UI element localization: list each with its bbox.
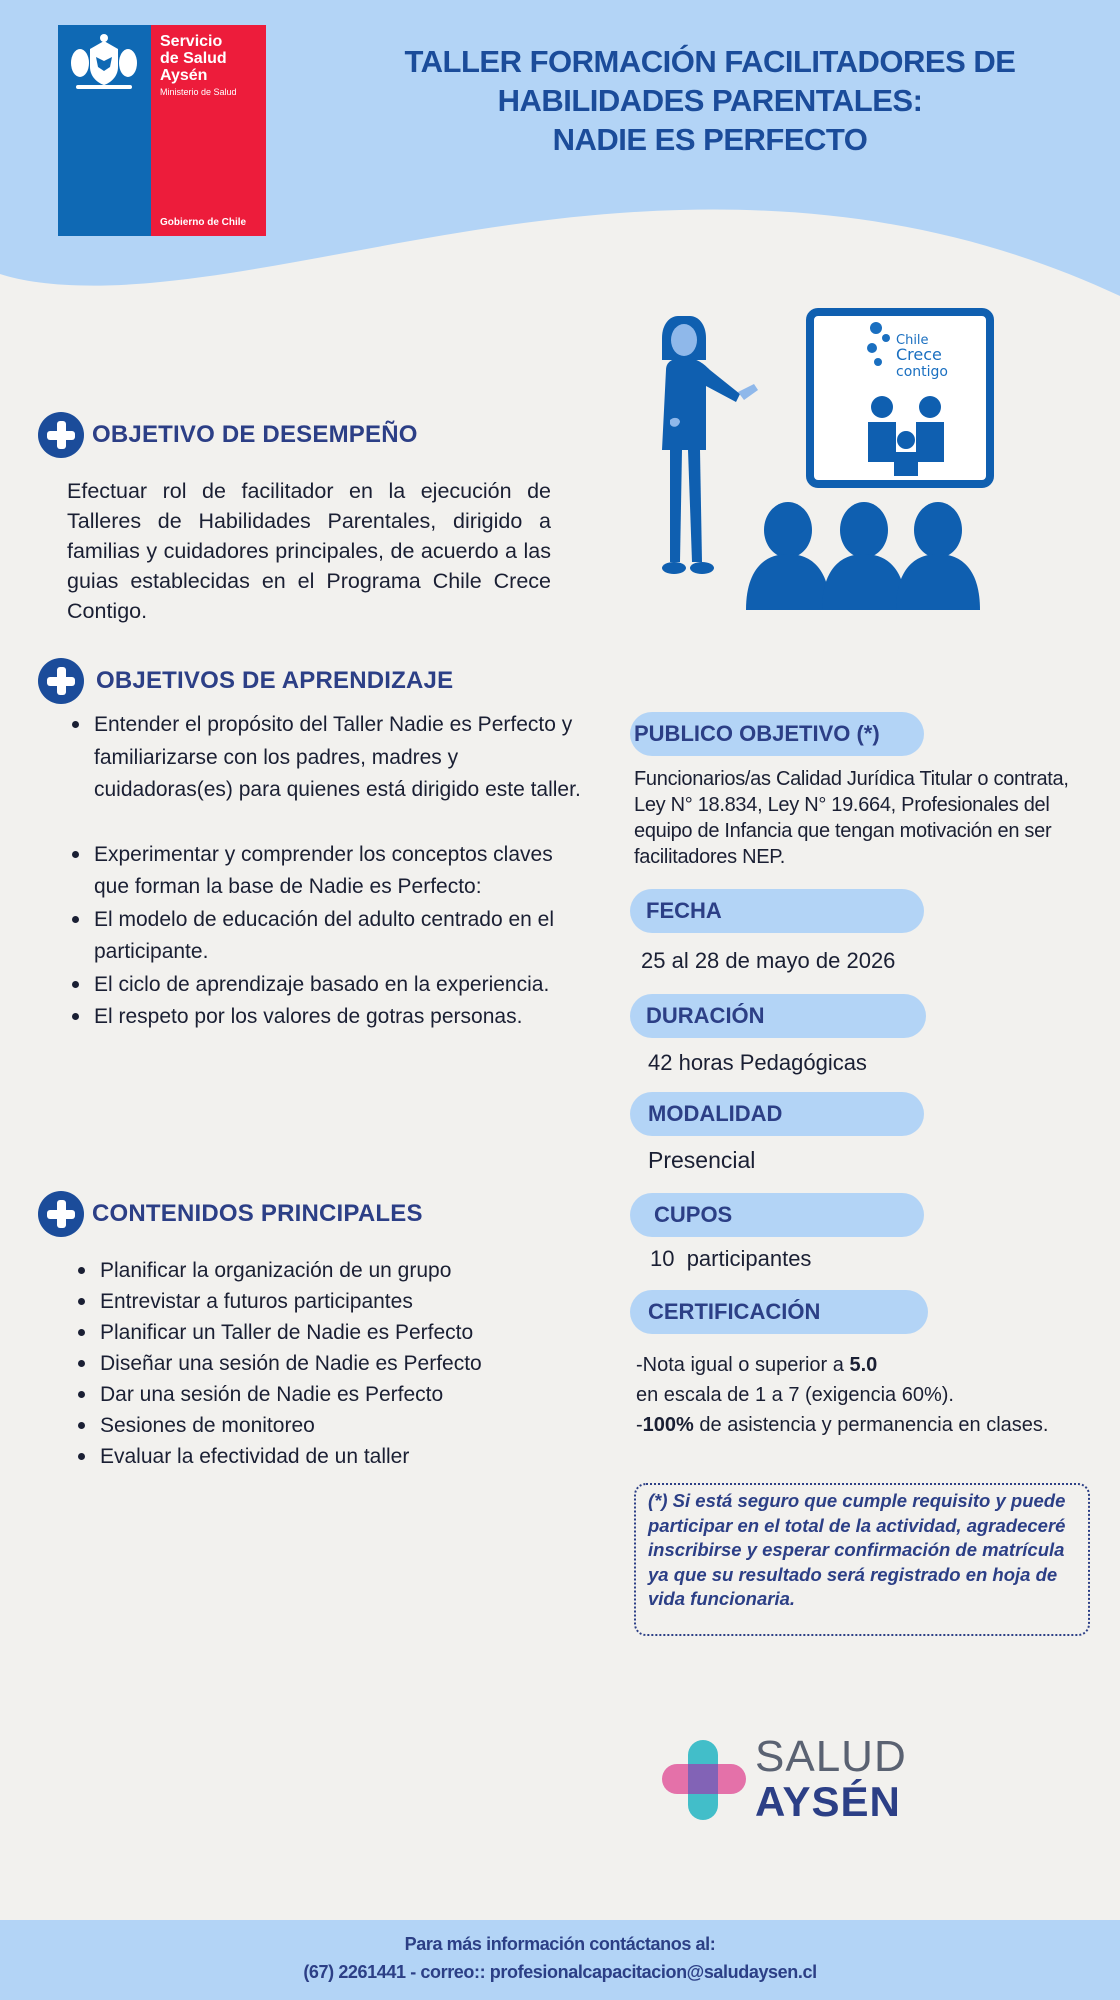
objetivo-desempeno-title: OBJETIVO DE DESEMPEÑO	[92, 421, 418, 448]
list-item: Sesiones de monitoreo	[74, 1410, 594, 1441]
cupos-value: 10 participantes	[650, 1246, 812, 1271]
logo-line2: de Salud	[160, 50, 227, 67]
objetivo-desempeno-text: Efectuar rol de facilitador en la ejecución de Talleres de Habilidades Parentales, dirigido a familias y cuidadores principales, de acuerdo a las guias establecidas en el Programa Chile Crece Contigo.	[67, 479, 551, 623]
list-item: El modelo de educación del adulto centrado en el participante.	[68, 904, 588, 969]
cert-attendance: 100%	[642, 1414, 694, 1436]
cert-line3-text: de asistencia y permanencia en clases.	[693, 1414, 1049, 1436]
logo-red-panel	[151, 25, 266, 236]
servicio-salud-aysen-logo	[58, 25, 266, 236]
cert-line2-text: en escala de 1 a 7 (exigencia 60%).	[636, 1384, 954, 1406]
publico-objetivo-label: PUBLICO OBJETIVO (*)	[630, 712, 924, 756]
list-item: Entrevistar a futuros participantes	[74, 1286, 594, 1317]
contenidos-heading	[38, 1191, 423, 1237]
cert-line1-text: -Nota igual o superior a	[636, 1354, 850, 1376]
list-item: Entender el propósito del Taller Nadie es Perfecto y familiarizarse con los padres, madres y cuidadoras(es) para quienes está dirigido este taller.	[68, 709, 588, 807]
plus-circle-icon	[38, 1191, 84, 1237]
plus-circle-icon	[38, 658, 84, 704]
fecha-value: 25 al 28 de mayo de 2026	[641, 948, 896, 973]
contenidos-title: CONTENIDOS PRINCIPALES	[92, 1200, 423, 1227]
list-item: Planificar la organización de un grupo	[74, 1255, 594, 1286]
list-item: Planificar un Taller de Nadie es Perfecto	[74, 1317, 594, 1348]
list-item: El ciclo de aprendizaje basado en la experiencia.	[68, 969, 588, 1002]
brand-word-salud: SALUD	[755, 1732, 907, 1781]
teacher-figure-icon	[662, 316, 758, 574]
logo-line3: Aysén	[160, 67, 208, 84]
footer-contact[interactable]: (67) 2261441 - correo:: profesionalcapacitacion@saludaysen.cl	[303, 1962, 817, 1982]
list-item: Evaluar la efectividad de un taller	[74, 1441, 594, 1472]
enrollment-note: (*) Si está seguro que cumple requisito y puede participar en el total de la actividad, agradeceré inscribirse y esperar confirmación de matrícula ya que su resultado será registrado en hoja de vida funcionaria.	[634, 1483, 1090, 1636]
title-line-2: HABILIDADES PARENTALES:	[497, 83, 923, 118]
modalidad-label: MODALIDAD	[630, 1092, 924, 1136]
board-text-3: contigo	[896, 364, 948, 380]
logo-government: Gobierno de Chile	[160, 217, 247, 228]
logo-ministry: Ministerio de Salud	[160, 87, 237, 97]
cert-min-grade: 5.0	[849, 1354, 878, 1376]
modalidad-value: Presencial	[648, 1147, 756, 1173]
objetivos-aprendizaje-list	[68, 709, 588, 1034]
coat-of-arms-icon	[66, 33, 142, 95]
logo-line1: Servicio	[160, 33, 223, 50]
audience-icon	[746, 502, 980, 610]
contact-footer	[0, 1920, 1120, 2000]
fecha-label: FECHA	[630, 889, 924, 933]
contenidos-list	[74, 1255, 594, 1472]
objetivo-desempeno-heading	[38, 412, 418, 458]
list-item: Experimentar y comprender los conceptos claves que forman la base de Nadie es Perfecto:	[68, 839, 588, 904]
list-item: Dar una sesión de Nadie es Perfecto	[74, 1379, 594, 1410]
title-line-1: TALLER FORMACIÓN FACILITADORES DE	[404, 44, 1016, 79]
list-item: Diseñar una sesión de Nadie es Perfecto	[74, 1348, 594, 1379]
list-item: El respeto por los valores de gotras personas.	[68, 1001, 588, 1034]
certificacion-text	[636, 1350, 1056, 1440]
logo-blue-panel	[58, 25, 151, 236]
duracion-value: 42 horas Pedagógicas	[648, 1050, 867, 1075]
board-text-2: Crece	[896, 345, 942, 364]
page-title	[370, 42, 1050, 159]
teacher-presentation-illustration	[640, 300, 1010, 630]
objetivos-aprendizaje-title: OBJETIVOS DE APRENDIZAJE	[96, 667, 454, 694]
board-text-1: Chile	[896, 333, 929, 348]
footer-line1: Para más información contáctanos al:	[404, 1934, 716, 1954]
duracion-label: DURACIÓN	[630, 994, 926, 1038]
brand-word-aysen: AYSÉN	[755, 1778, 901, 1825]
cupos-label: CUPOS	[630, 1193, 924, 1237]
plus-circle-icon	[38, 412, 84, 458]
title-line-3: NADIE ES PERFECTO	[552, 122, 868, 157]
objetivos-aprendizaje-heading	[38, 658, 453, 704]
certificacion-label: CERTIFICACIÓN	[630, 1290, 928, 1334]
publico-objetivo-text: Funcionarios/as Calidad Jurídica Titular o contrata, Ley N° 18.834, Ley N° 19.664, Profesionales del equipo de Infancia que tengan motivación en ser facilitadores NEP.	[634, 768, 1069, 868]
cert-line3-prefix: -	[636, 1414, 643, 1436]
